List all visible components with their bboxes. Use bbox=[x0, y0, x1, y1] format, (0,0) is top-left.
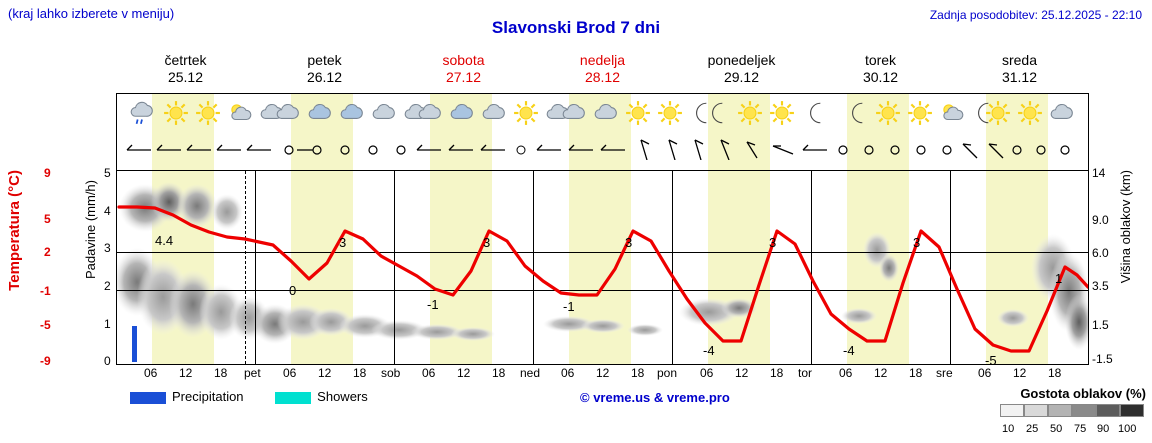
cloud-height-axis-label: Višina oblakov (km) bbox=[1118, 170, 1133, 284]
cloud-tick-9: 9.0 bbox=[1092, 213, 1109, 227]
hour-tick-row bbox=[116, 366, 1089, 382]
sun-icon bbox=[875, 100, 901, 126]
day-header-2 bbox=[394, 52, 533, 86]
temp-label: -5 bbox=[985, 353, 997, 368]
hour-tick: 12 bbox=[596, 366, 610, 380]
precip-tick-3: 3 bbox=[104, 241, 111, 255]
cloud-scale-75 bbox=[1072, 404, 1096, 417]
cloud-scale-25 bbox=[1024, 404, 1048, 417]
legend-showers bbox=[275, 389, 368, 404]
hour-tick: 18 bbox=[353, 366, 367, 380]
temp-label: -4 bbox=[843, 343, 855, 358]
sun-icon bbox=[907, 100, 933, 126]
forecast-plot bbox=[116, 93, 1089, 368]
hour-tick: 12 bbox=[318, 366, 332, 380]
temp-label: 4.4 bbox=[155, 233, 174, 248]
location-note: (kraj lahko izberete v meniju) bbox=[8, 6, 175, 21]
legend-label: Showers bbox=[317, 389, 368, 405]
cloud-scale-label: 25 bbox=[1026, 423, 1039, 435]
precipitation-swatch bbox=[130, 392, 166, 404]
page-title: Slavonski Brod 7 dni bbox=[491, 18, 661, 37]
temp-tick-9: 9 bbox=[44, 166, 51, 180]
last-updated: Zadnja posodobitev: 25.12.2025 - 22:10 bbox=[929, 8, 1142, 22]
day-name: sreda bbox=[1001, 52, 1038, 68]
moon-icon bbox=[803, 100, 829, 126]
cloud-tick-14: 14 bbox=[1092, 166, 1106, 180]
wind-barb-row bbox=[117, 138, 1090, 160]
cloud-tick-3.5: 3.5 bbox=[1092, 279, 1109, 293]
hour-tick: 06 bbox=[144, 366, 158, 380]
sun-icon bbox=[513, 100, 539, 126]
day-tick: pet bbox=[244, 366, 261, 380]
sun-icon bbox=[769, 100, 795, 126]
hour-tick: 06 bbox=[700, 366, 714, 380]
day-date: 26.12 bbox=[306, 69, 343, 85]
day-header-6 bbox=[950, 52, 1089, 86]
temp-label: 3 bbox=[769, 235, 777, 250]
day-date: 29.12 bbox=[723, 69, 760, 85]
temp-label: -1 bbox=[427, 297, 439, 312]
day-name: torek bbox=[864, 52, 897, 68]
temp-label: -4 bbox=[703, 343, 715, 358]
temp-label: -1 bbox=[563, 299, 575, 314]
moon-icon bbox=[845, 100, 871, 126]
cloud-rain-icon bbox=[129, 100, 155, 126]
hour-tick: 12 bbox=[874, 366, 888, 380]
hour-tick: 06 bbox=[422, 366, 436, 380]
precip-tick-2: 2 bbox=[104, 279, 111, 293]
cloud-scale-label: 90 bbox=[1097, 423, 1110, 435]
precip-tick-0: 0 bbox=[104, 354, 111, 368]
temp-tick-5: 5 bbox=[44, 212, 51, 226]
temp-label: 3 bbox=[483, 235, 491, 250]
temp-tick--5: -5 bbox=[40, 318, 51, 332]
moon-icon bbox=[705, 100, 731, 126]
cloud-icon bbox=[417, 100, 443, 126]
cloud-icon bbox=[339, 100, 365, 126]
hour-tick: 12 bbox=[179, 366, 193, 380]
cloud-scale-label: 100 bbox=[1118, 423, 1137, 435]
cloud-icon bbox=[307, 100, 333, 126]
credit-link[interactable]: © vreme.us & vreme.pro bbox=[580, 390, 730, 405]
legend-label: Precipitation bbox=[172, 389, 244, 405]
showers-swatch bbox=[275, 392, 311, 404]
hour-tick: 06 bbox=[978, 366, 992, 380]
cloud-icon bbox=[275, 100, 301, 126]
sun-icon bbox=[737, 100, 763, 126]
hour-tick: 18 bbox=[1048, 366, 1062, 380]
weather-icon-strip bbox=[116, 93, 1089, 171]
day-header-5 bbox=[811, 52, 950, 86]
day-date: 30.12 bbox=[862, 69, 899, 85]
hour-tick: 12 bbox=[735, 366, 749, 380]
hour-tick: 18 bbox=[214, 366, 228, 380]
day-header-4 bbox=[672, 52, 811, 86]
hour-tick: 12 bbox=[1013, 366, 1027, 380]
cloud-icon bbox=[1049, 100, 1075, 126]
cloud-scale-label: 75 bbox=[1074, 423, 1087, 435]
cloud-scale-label: 10 bbox=[1002, 423, 1015, 435]
sun-icon bbox=[625, 100, 651, 126]
precip-tick-1: 1 bbox=[104, 317, 111, 331]
day-date: 27.12 bbox=[445, 69, 482, 85]
cloud-tick-1.5: 1.5 bbox=[1092, 318, 1109, 332]
cloud-scale-90 bbox=[1096, 404, 1120, 417]
legend-precipitation bbox=[130, 389, 244, 404]
cloud-tick--1.5: -1.5 bbox=[1092, 352, 1113, 366]
day-name: nedelja bbox=[579, 52, 626, 68]
hour-tick: 06 bbox=[839, 366, 853, 380]
hour-tick: 18 bbox=[909, 366, 923, 380]
cloud-icon bbox=[449, 100, 475, 126]
day-header-3 bbox=[533, 52, 672, 86]
day-name: petek bbox=[307, 52, 342, 68]
hour-tick: 06 bbox=[283, 366, 297, 380]
temperature-axis-label: Temperatura (°C) bbox=[6, 170, 23, 291]
temp-label: 3 bbox=[625, 235, 633, 250]
cloud-density-scale bbox=[1000, 404, 1144, 436]
day-tick: sre bbox=[936, 366, 953, 380]
cloud-icon bbox=[481, 100, 507, 126]
hour-tick: 18 bbox=[770, 366, 784, 380]
temp-tick--9: -9 bbox=[40, 354, 51, 368]
cloud-icon bbox=[593, 100, 619, 126]
temp-label: 3 bbox=[339, 235, 347, 250]
chart-legend bbox=[130, 388, 396, 408]
day-date: 28.12 bbox=[584, 69, 621, 85]
precip-tick-5: 5 bbox=[104, 166, 111, 180]
day-name: ponedeljek bbox=[707, 52, 776, 68]
temp-label: 1 bbox=[1055, 271, 1063, 286]
day-header-0 bbox=[116, 52, 255, 86]
sun-icon bbox=[1017, 100, 1043, 126]
partly-cloudy-icon bbox=[227, 100, 253, 126]
hour-tick: 12 bbox=[457, 366, 471, 380]
cloud-scale-label: 50 bbox=[1050, 423, 1063, 435]
hour-tick: 18 bbox=[631, 366, 645, 380]
sun-icon bbox=[657, 100, 683, 126]
hour-tick: 06 bbox=[561, 366, 575, 380]
day-header-1 bbox=[255, 52, 394, 86]
sun-icon bbox=[163, 100, 189, 126]
cloud-density-legend-title: Gostota oblakov (%) bbox=[1020, 386, 1146, 401]
partly-cloudy-icon bbox=[939, 100, 965, 126]
precip-tick-4: 4 bbox=[104, 204, 111, 218]
day-tick: pon bbox=[657, 366, 678, 380]
day-tick: sob bbox=[381, 366, 401, 380]
day-tick: ned bbox=[520, 366, 541, 380]
temperature-chart bbox=[116, 171, 1089, 368]
cloud-icon bbox=[561, 100, 587, 126]
day-name: četrtek bbox=[164, 52, 207, 68]
day-name: sobota bbox=[442, 52, 485, 68]
day-date: 25.12 bbox=[167, 69, 204, 85]
cloud-scale-10 bbox=[1000, 404, 1024, 417]
temp-tick-2: 2 bbox=[44, 245, 51, 259]
day-date: 31.12 bbox=[1001, 69, 1038, 85]
cloud-tick-6: 6.0 bbox=[1092, 246, 1109, 260]
temp-tick--1: -1 bbox=[40, 284, 51, 298]
temp-label: 0 bbox=[289, 283, 297, 298]
precipitation-axis-label: Padavine (mm/h) bbox=[83, 180, 98, 279]
cloud-icon bbox=[371, 100, 397, 126]
sun-icon bbox=[195, 100, 221, 126]
sun-icon bbox=[985, 100, 1011, 126]
temperature-curve bbox=[117, 171, 1088, 363]
cloud-scale-100 bbox=[1120, 404, 1144, 417]
day-tick: tor bbox=[798, 366, 813, 380]
day-header-row bbox=[116, 52, 1089, 90]
cloud-scale-50 bbox=[1048, 404, 1072, 417]
temp-label: 3 bbox=[913, 235, 921, 250]
hour-tick: 18 bbox=[492, 366, 506, 380]
